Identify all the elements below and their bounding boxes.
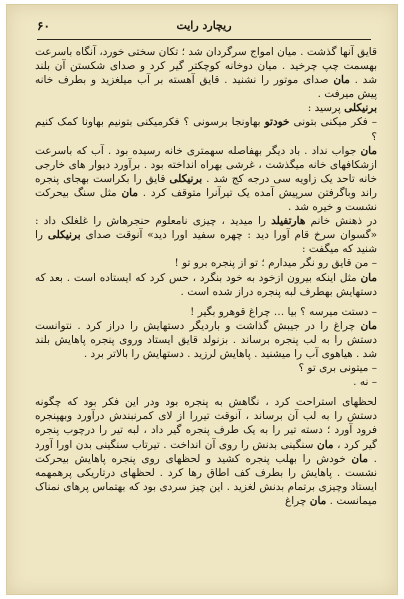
text-run: را میدید ، چیزی نامعلوم حنجرهاش را غلغلک داد : «گسوان سرخ قام آورا دید : چهره سفید اورا دید» آنوقت صدای xyxy=(35,215,377,242)
text-run: قایق را بکراست بهجای پنجره راند وباگرفتن سرپیش آمده یک تیرآنرا متوقف کرد . xyxy=(35,172,377,199)
running-title: ریچارد رایت xyxy=(176,19,232,32)
paragraph xyxy=(35,115,377,143)
text-run: را شنید که میگفت : xyxy=(35,229,377,256)
text-run: جواب نداد . باد دیگر بهفاصله سهمتری خانه رسیده بود . آب که باسرعت ازشکافهای خانه میگذشت ، غرشی بهراه انداخته بود . برآورد دیوار های خارجی خانه تاحد یک زاویه سی درجه کج شد . xyxy=(35,144,377,185)
body-text xyxy=(35,45,377,586)
paragraph xyxy=(35,144,377,214)
paragraph xyxy=(35,319,377,361)
character-name: برنیکلی xyxy=(344,102,377,115)
text-run: مثل سنگ بیحرکت نشست و خیره شد . xyxy=(35,186,377,214)
text-run: مثل اینکه بیرون ازخود به خود بنگرد ، حس کرد که ایستاده است . بعد که دستهایش بهطرف لبه پنجره دراز شده است . xyxy=(35,271,377,298)
paragraph xyxy=(35,305,377,319)
character-name: خودتو xyxy=(264,116,290,129)
text-run: – میتونی بری تو ؟ xyxy=(298,362,377,375)
character-name: مان xyxy=(360,271,377,284)
character-name: مان xyxy=(351,452,368,465)
character-name: مان xyxy=(309,494,327,507)
paragraph xyxy=(35,375,377,389)
character-name: مان xyxy=(121,186,138,199)
text-run: بهاونجا برسونی ؟ فکرمیکنی بتونیم بهاونا کمک کنیم ؟ xyxy=(35,116,377,143)
text-run: – فکر میکنی بتونی xyxy=(289,116,377,129)
character-name: مان xyxy=(360,319,377,332)
paragraph xyxy=(35,101,377,115)
paragraph xyxy=(35,45,377,101)
character-name: برنیکلی xyxy=(47,229,81,242)
text-run: صدای موتور را نشنید . قایق آهسته بر آب میلغزید و بطرف خانه پیش میرفت . xyxy=(35,74,377,101)
character-name: مان xyxy=(317,438,334,451)
text-run: – دستت میرسه ؟ بیا … چراغ قوهرو بگیر ! xyxy=(190,305,377,318)
paragraph xyxy=(35,395,377,508)
paragraph xyxy=(35,256,377,270)
paragraph xyxy=(35,271,377,299)
text-run: – نه . xyxy=(353,376,377,389)
character-name: هارتفیلد xyxy=(271,215,306,228)
text-run: چراغ را در جیبش گذاشت و باردیگر دستهایش را دراز کرد . نتوانست دستش را به لب پنجره برساند . بزنولد قایق ایستاد وروی پنجره پاهایش بلند شد . هیاهوی آب را میشنید . پاهایش لرزید . دستهایش را بالاتر برد . xyxy=(35,319,377,360)
paragraph xyxy=(35,214,377,256)
header-rule xyxy=(37,39,371,40)
text-run: خودش را بهلب پنجره کشید و لحظهای روی پنجره پاهایش بیحرکت نشست . پاهایش را بطرف کف اطاق رها کرد . لحظهای درتاریکی پرهمهمه ایستاد وچیزی برتمام بدنش لغزید . این چیز سردی بود که بهتماس پرهای نمناک میمانست . xyxy=(35,452,377,507)
paragraph xyxy=(35,361,377,375)
text-run: سنگینی بدنش را روی آن انداخت . تیرتاب سنگینی بدن اورا آورد . xyxy=(35,438,377,465)
text-run: لحظهای استراحت کرد ، نگاهش به پنجره بود ودر این فکر بود که چگونه دستش را به لب آن برساند ، آنوقت تیررا از لای کمرنبندش درآورد وبهپنجره فرود آورد ؛ دسته تیر را به یک طرف پنجره گیر داد ، لبه تیر را درچوب پنجره گیر کرد ، xyxy=(35,396,377,451)
text-run: در ذهنش خانم xyxy=(305,215,377,228)
text-run: – من قایق رو نگر میدارم ؛ تو از پنجره برو تو ! xyxy=(174,257,377,270)
book-page xyxy=(6,4,398,595)
character-name: برنیکلی xyxy=(169,172,203,185)
character-name: مان xyxy=(333,74,350,87)
character-name: مان xyxy=(360,144,377,157)
page-number: ۶۰ xyxy=(37,19,50,33)
text-run: قایق آنها گذشت . میان امواج سرگردان شد ؛ تکان سختی خورد، آنگاه باسرعت بهسمت چپ چرخید . میان دوخانه کوچکتر گیر کرد و صدای شکستن آن بلند شد . xyxy=(35,46,377,87)
text-run: چراغ xyxy=(284,494,310,507)
text-run: پرسید : xyxy=(307,102,345,115)
page-header xyxy=(37,19,371,37)
